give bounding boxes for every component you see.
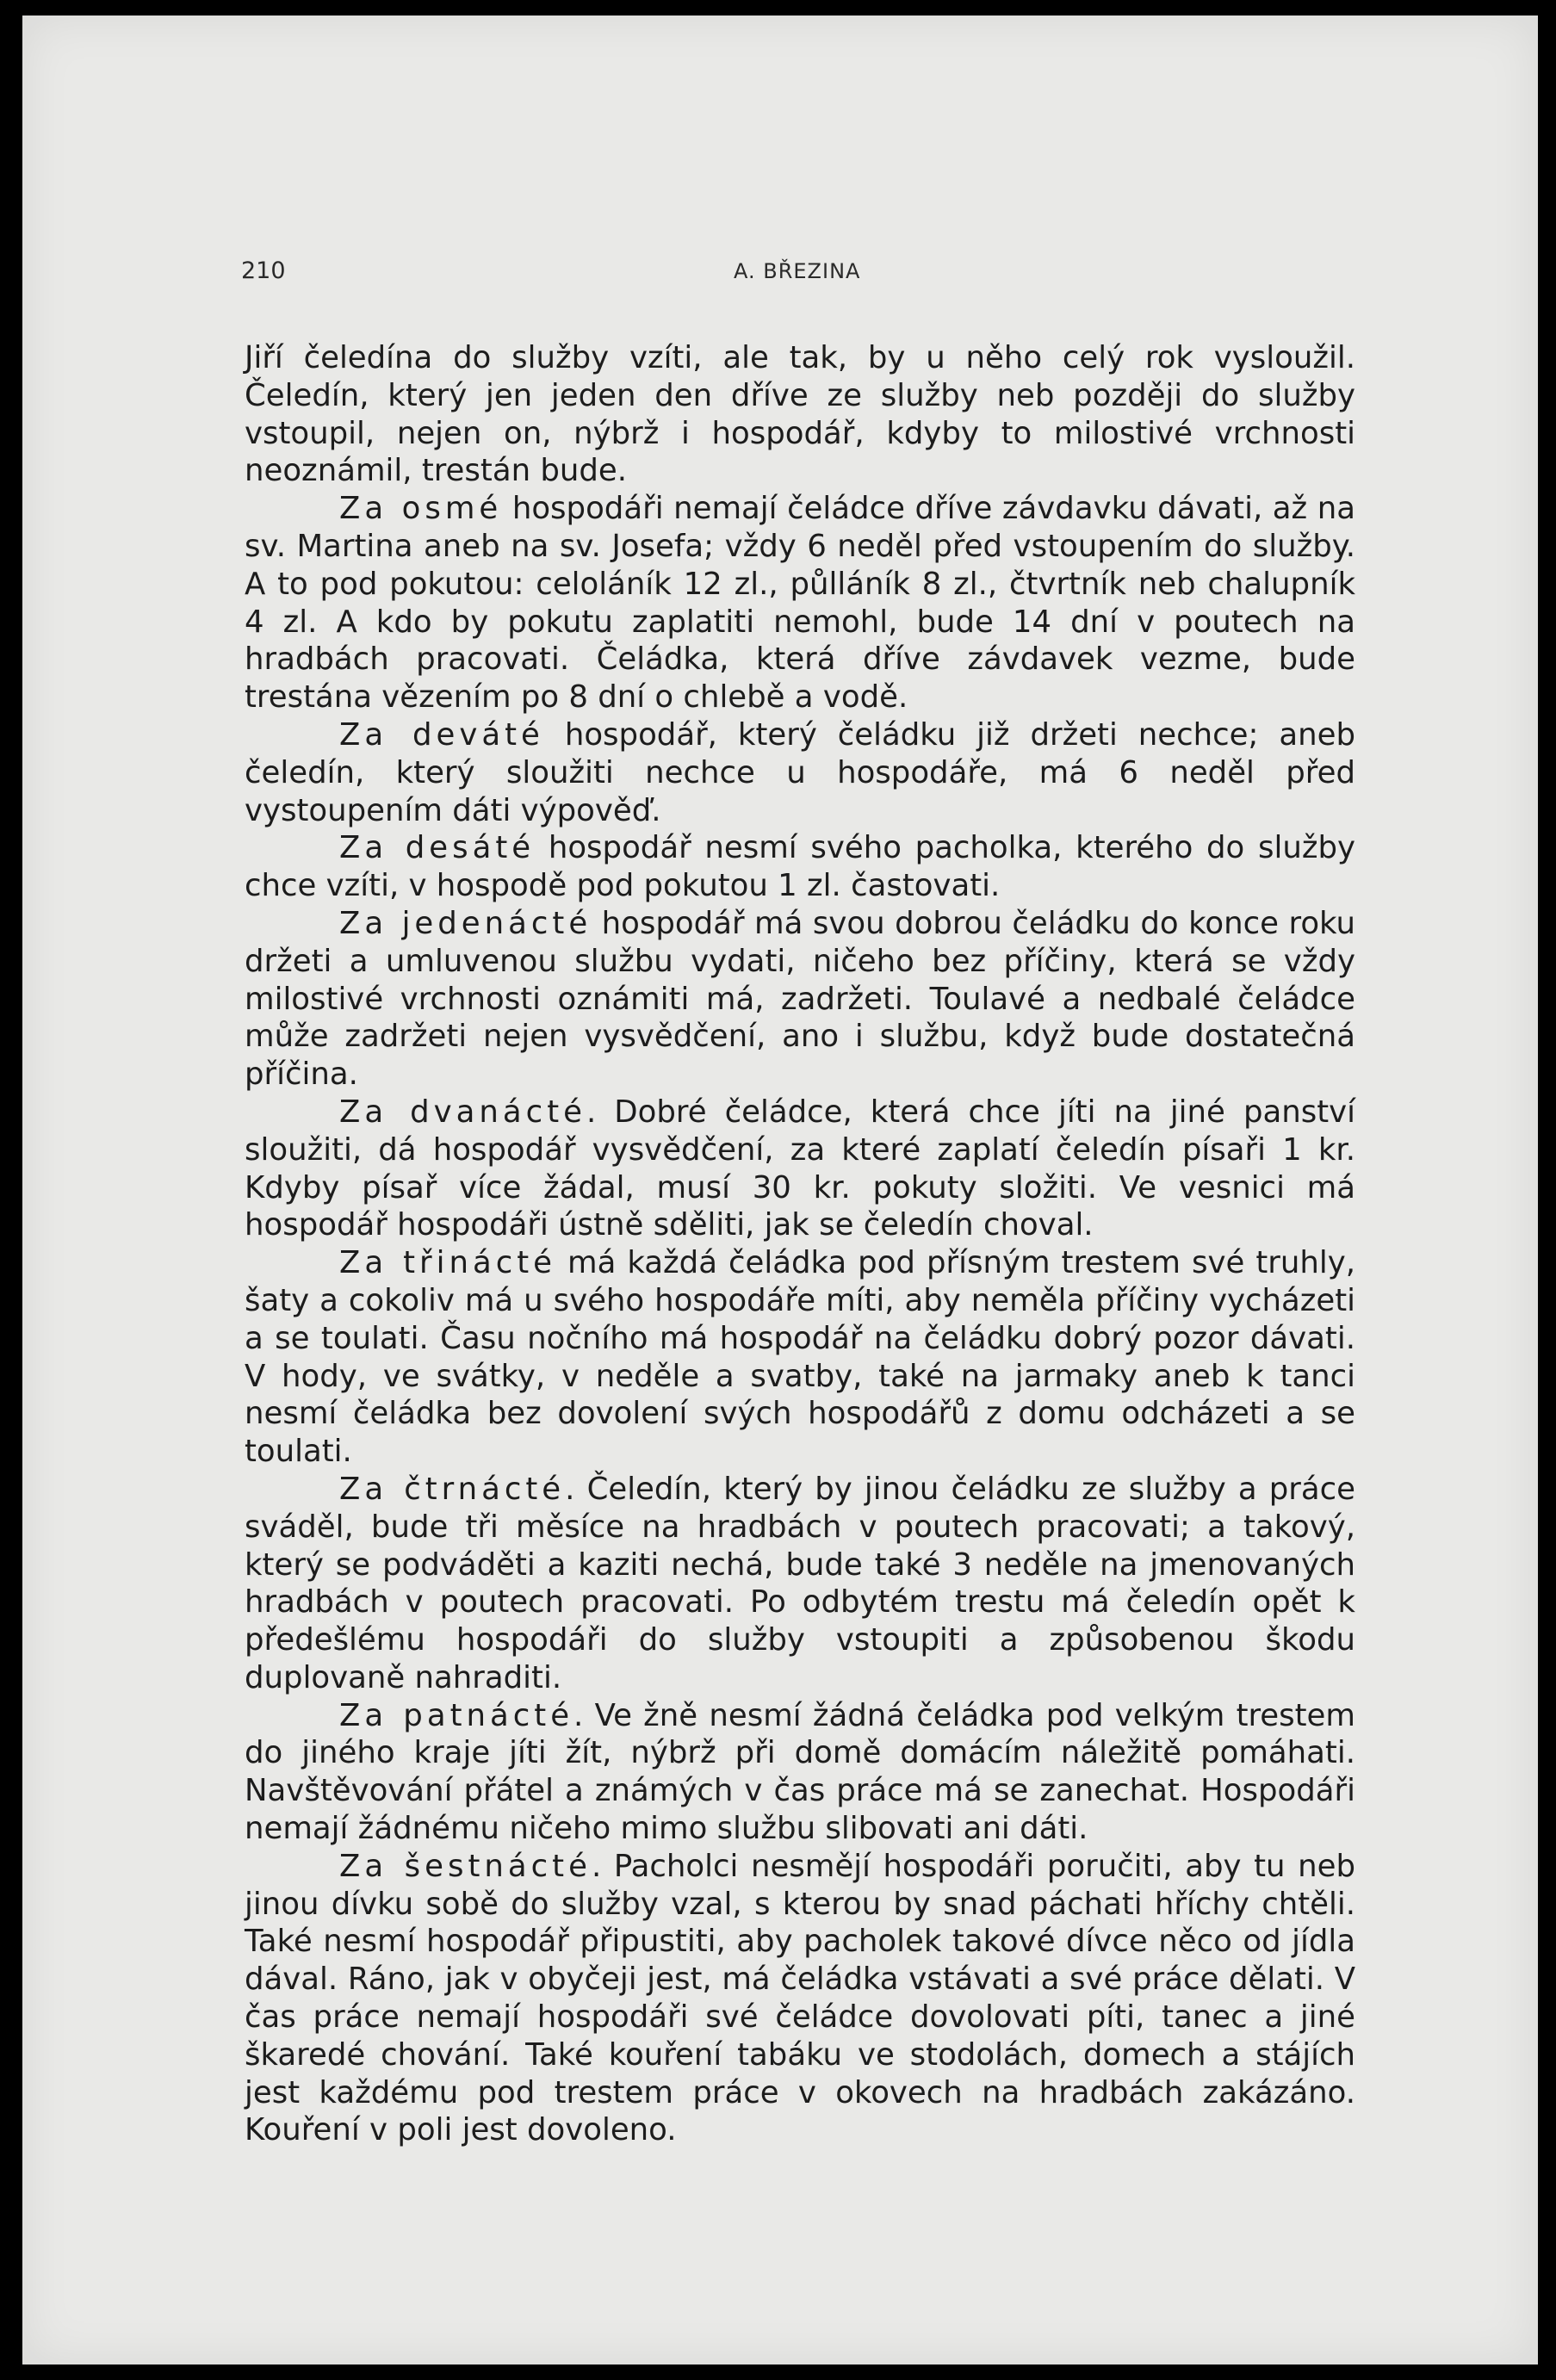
running-head: A. BŘEZINA: [734, 259, 861, 283]
paragraph-text: hospodář, který čeládku již držeti nechce; aneb čeledín, který sloužiti nechce u hospodáře, má 6 neděl před vystoupením dáti výpověď.: [245, 716, 1355, 828]
paragraph: [245, 339, 1355, 490]
book-page: [22, 15, 1538, 2365]
paragraph: [245, 716, 1355, 829]
paragraph: [245, 1094, 1355, 1244]
paragraph-text: hospodář má svou dobrou čeládku do konce roku držeti a umluvenou službu vydati, ničeho bez příčiny, která se vždy milostivé vrchnosti oznámiti má, zadržeti. Toulavé a nedbalé čeládce může zadržeti nejen vysvědčení, ano i službu, když bude dostatečná příčina.: [245, 905, 1356, 1093]
paragraph-text: Jiří čeledína do služby vzíti, ale tak, by u něho celý rok vysloužil. Čeledín, který jen jeden den dříve ze služby neb později do služby vstoupil, nejen on, nýbrž i hospodář, kdyby to milostivé vrchnosti neoznámil, trestán bude.: [245, 340, 1355, 489]
section-lead: Za jedenácté: [339, 905, 592, 941]
paragraph: [245, 829, 1355, 905]
paragraph-text: hospodáři nemají čeládce dříve závdavku dávati, až na sv. Martina aneb na sv. Josefa; vždy 6 neděl před vstoupením do služby. A to pod pokutou: celoláník 12 zl., půlláník 8 zl., čtvrtník neb chalupník 4 zl. A kdo by pokutu zaplatiti nemohl, bude 14 dní v poutech na hradbách pracovati. Čeládka, která dříve závdavek vezme, bude trestána vězením po 8 dní o chlebě a vodě.: [245, 491, 1355, 716]
paragraph: [245, 1244, 1355, 1471]
paragraph-text: hospodář nesmí svého pacholka, kterého do služby chce vzíti, v hospodě pod pokutou 1 zl. častovati.: [245, 830, 1356, 904]
paragraph-text: má každá čeládka pod přísným trestem své truhly, šaty a cokoliv má u svého hospodáře míti, aby neměla příčiny vycházeti a se toulati. Času nočního má hospodář na čeládku dobrý pozor dávati. V hody, ve svátky, v neděle a svatby, také na jarmaky aneb k tanci nesmí čeládka bez dovolení svých hospodářů z domu odcházeti a se toulati.: [245, 1245, 1355, 1470]
section-lead: Za šestnácté: [339, 1848, 592, 1884]
paragraph-text: . Dobré čeládce, která chce jíti na jiné panství sloužiti, dá hospodář vysvědčení, za které zaplatí čeledín písaři 1 kr. Kdyby písař více žádal, musí 30 kr. pokuty složiti. Ve vesnici má hospodář hospodáři ústně sděliti, jak se čeledín choval.: [245, 1094, 1356, 1243]
section-lead: Za čtrnácté: [339, 1471, 566, 1507]
paragraph-text: . Čeledín, který by jinou čeládku ze služby a práce sváděl, bude tři měsíce na hradbách v poutech pracovati; a takový, který se podváděti a kaziti nechá, bude také 3 neděle na jmenovaných hradbách v poutech pracovati. Po odbytém trestu má čeledín opět k předešlému hospodáři do služby vstoupiti a způsobenou škodu duplovaně nahraditi.: [245, 1471, 1355, 1695]
paragraph: [245, 1697, 1355, 1848]
section-lead: Za dvanácté: [339, 1094, 586, 1130]
paragraph: [245, 1471, 1355, 1697]
page-number: 210: [241, 257, 286, 284]
section-lead: Za třinácté: [339, 1245, 556, 1281]
page-header: [241, 257, 1361, 292]
paragraph-text: . Ve žně nesmí žádná čeládka pod velkým trestem do jiného kraje jíti žít, nýbrž při domě domácím náležitě pomáhati. Navštěvování přátel a známých v čas práce má se zanechat. Hospodáři nemají žádnému ničeho mimo službu slibovati ani dáti.: [245, 1697, 1355, 1847]
paragraph: [245, 490, 1355, 716]
section-lead: Za deváté: [339, 716, 544, 753]
paragraph: [245, 1848, 1355, 2149]
paragraph-text: . Pacholci nesmějí hospodáři poručiti, aby tu neb jinou dívku sobě do služby vzal, s kterou by snad páchati hříchy chtěli. Také nesmí hospodář připustiti, aby pacholek takové dívce něco od jídla dával. Ráno, jak v obyčeji jest, má čeládka vstávati a své práce dělati. V čas práce nemají hospodáři své čeládce dovolovati píti, tanec a jiné škaredé chování. Také kouření tabáku ve stodolách, domech a stájích jest každému pod trestem práce v okovech na hradbách zakázáno. Kouření v poli jest dovoleno.: [245, 1848, 1355, 2148]
paragraph: [245, 905, 1355, 1094]
section-lead: Za patnácté: [339, 1697, 574, 1733]
section-lead: Za osmé: [339, 491, 503, 527]
section-lead: Za desáté: [339, 830, 536, 866]
body-text: [245, 339, 1355, 2149]
